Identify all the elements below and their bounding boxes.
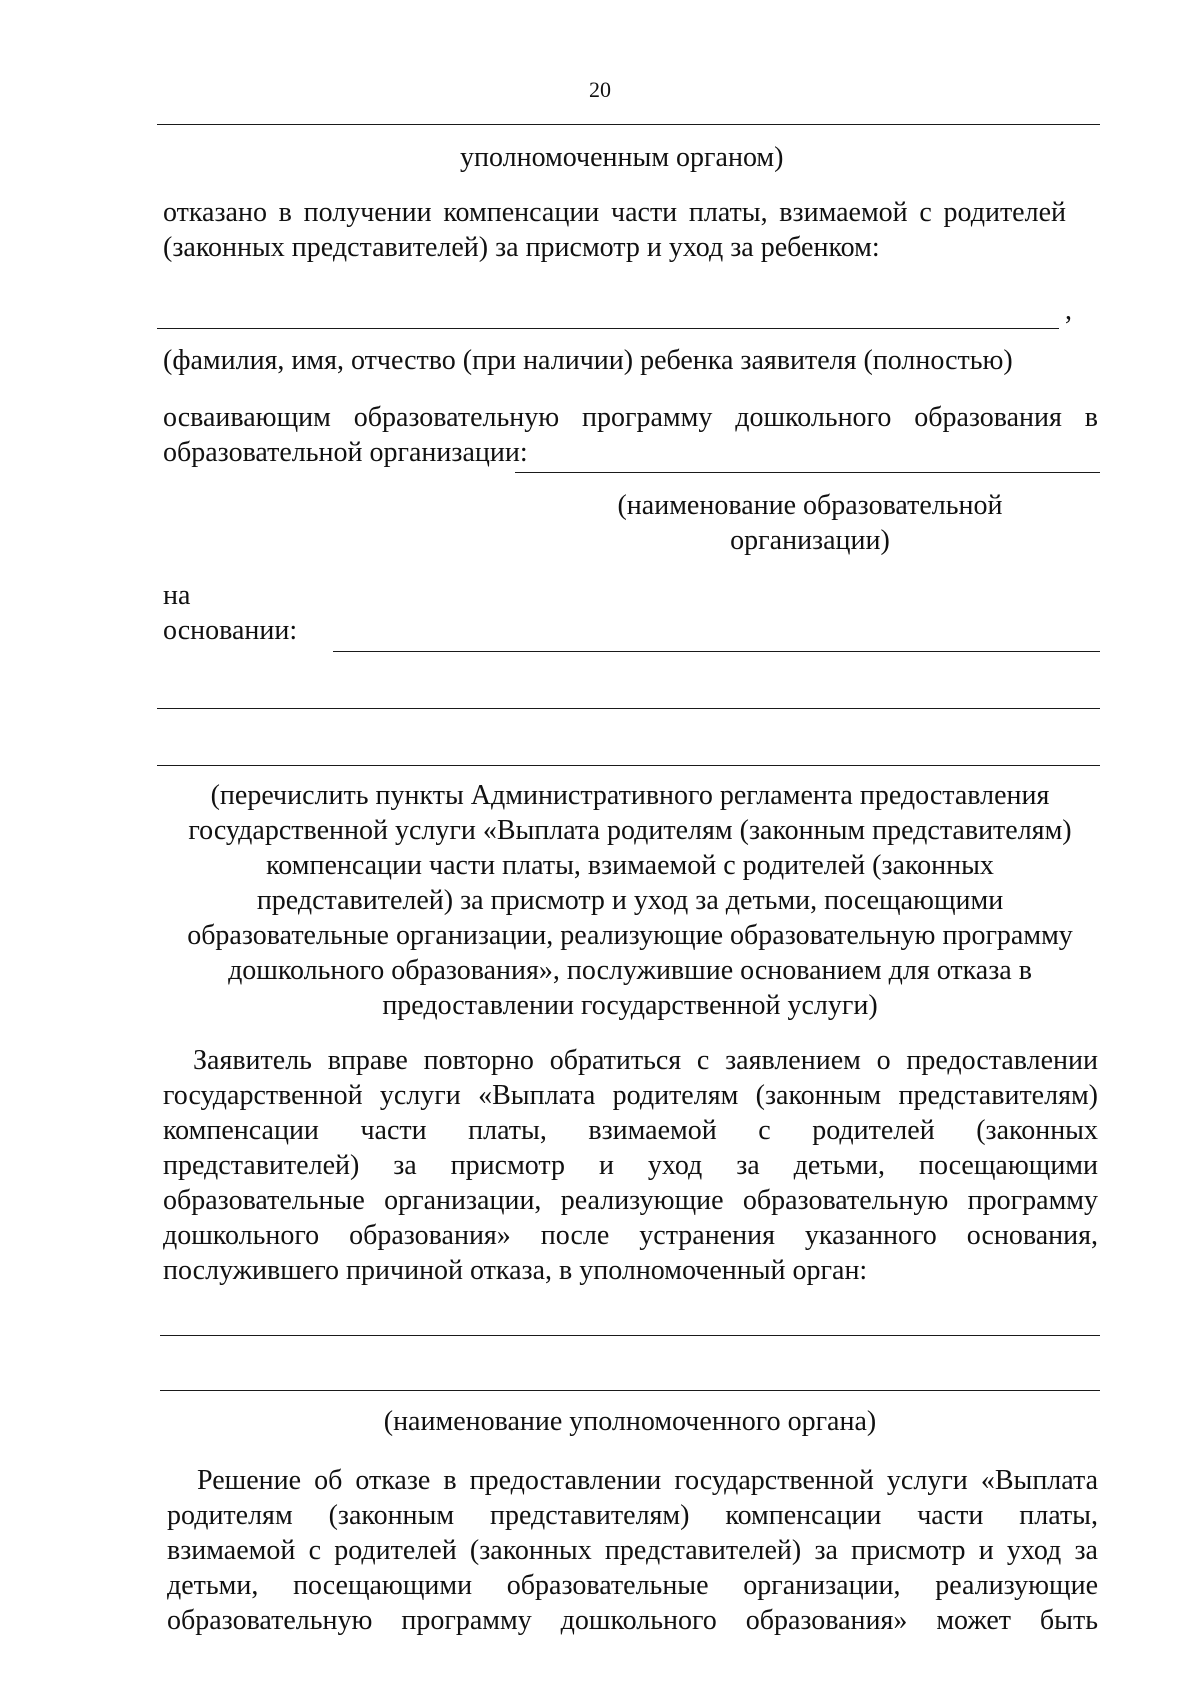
regulation-caption-line-5: образовательные организации, реализующие образовательную программу <box>187 920 1073 951</box>
program-line-1: осваивающим образовательную программу дошкольного образования в <box>163 402 1098 433</box>
basis-blank-3 <box>157 765 1100 766</box>
decision-line-1: Решение об отказе в предоставлении государственной услуги «Выплата <box>197 1465 1098 1496</box>
regulation-caption-line-3: компенсации части платы, взимаемой с родителей (законных <box>266 850 994 881</box>
basis-line-2: основании: <box>163 615 298 646</box>
reapply-line-5: образовательные организации, реализующие образовательную программу <box>163 1185 1098 1216</box>
reapply-line-3: компенсации части платы, взимаемой с родителей (законных <box>163 1115 1098 1146</box>
reapply-line-6: дошкольного образования» после устранения указанного основания, <box>163 1220 1098 1251</box>
refusal-line-2: (законных представителей) за присмотр и уход за ребенком: <box>163 232 880 263</box>
reapply-line-1: Заявитель вправе повторно обратиться с заявлением о предоставлении <box>193 1045 1098 1076</box>
decision-line-4: детьми, посещающими образовательные организации, реализующие <box>167 1570 1098 1601</box>
reapply-line-4: представителей) за присмотр и уход за детьми, посещающими <box>163 1150 1098 1181</box>
regulation-caption-line-4: представителей) за присмотр и уход за детьми, посещающими <box>256 885 1004 916</box>
organization-blank <box>515 472 1100 473</box>
regulation-caption-line-1: (перечислить пункты Административного регламента предоставления <box>210 780 1050 811</box>
reapply-line-7: послужившего причиной отказа, в уполномоченный орган: <box>163 1255 868 1286</box>
decision-line-3: взимаемой с родителей (законных представителей) за присмотр и уход за <box>167 1535 1098 1566</box>
decision-line-2: родителям (законным представителям) компенсации части платы, <box>167 1500 1098 1531</box>
basis-blank-2 <box>157 708 1100 709</box>
top-rule <box>157 124 1100 125</box>
program-line-2: образовательной организации: <box>163 437 528 468</box>
authority-blank-2 <box>160 1390 1100 1391</box>
org-caption-line-2: организации) <box>730 525 890 556</box>
regulation-caption-line-7: предоставлении государственной услуги) <box>382 990 878 1021</box>
authority-caption: (наименование уполномоченного органа) <box>383 1406 877 1437</box>
basis-blank-1 <box>333 651 1100 652</box>
page-number: 20 <box>589 77 611 102</box>
regulation-caption-line-2: государственной услуги «Выплата родителям (законным представителям) <box>188 815 1072 846</box>
child-blank-comma: , <box>1065 295 1072 326</box>
authority-blank-1 <box>160 1335 1100 1336</box>
header-fragment: уполномоченным органом) <box>460 142 784 173</box>
regulation-caption-line-6: дошкольного образования», послужившие основанием для отказа в <box>228 955 1032 986</box>
reapply-line-2: государственной услуги «Выплата родителям (законным представителям) <box>163 1080 1098 1111</box>
basis-line-1: на <box>163 580 191 611</box>
org-caption-line-1: (наименование образовательной <box>617 490 1003 521</box>
refusal-line-1: отказано в получении компенсации части платы, взимаемой с родителей <box>163 197 1066 228</box>
child-caption: (фамилия, имя, отчество (при наличии) ребенка заявителя (полностью) <box>163 345 1013 376</box>
child-name-blank <box>157 328 1059 329</box>
decision-line-5: образовательную программу дошкольного образования» может быть <box>167 1605 1098 1636</box>
